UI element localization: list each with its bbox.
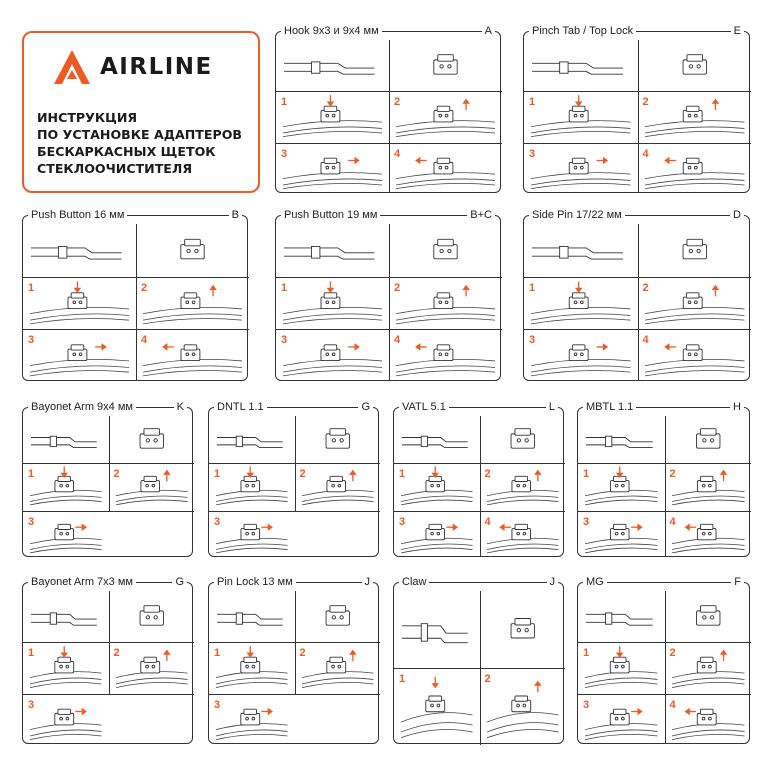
install-step-illustration [670, 466, 747, 507]
step-number: 4 [669, 698, 676, 711]
panel-code: D [730, 208, 744, 222]
adapter-icon [642, 226, 748, 275]
step-number: 2 [484, 673, 491, 685]
install-step-illustration [399, 514, 475, 555]
panel-code: G [358, 400, 373, 414]
install-step-illustration [281, 146, 384, 191]
step-number: 2 [642, 281, 649, 294]
install-step-illustration [643, 94, 747, 139]
step-number: 1 [214, 468, 221, 481]
install-step-illustration [281, 280, 384, 327]
panel-code: J [547, 575, 559, 589]
column-divider [295, 416, 296, 511]
install-step-illustration [485, 466, 561, 507]
install-step-illustration [114, 645, 190, 690]
adapter-icon [669, 418, 748, 461]
step-number: 3 [583, 515, 590, 528]
step-number: 3 [281, 147, 288, 160]
adapter-panel [577, 401, 750, 557]
instruction-title [37, 109, 242, 177]
column-divider [480, 591, 481, 745]
install-step-illustration [529, 280, 633, 327]
install-step-illustration [28, 466, 104, 507]
wiper-arm-icon [213, 593, 291, 640]
row-divider [209, 511, 380, 512]
wiper-arm-icon [528, 226, 634, 275]
panel-title: Bayonet Arm 7х3 мм [28, 575, 136, 589]
adapter-icon [484, 418, 562, 461]
panel-code: E [731, 24, 744, 38]
install-step-illustration [394, 280, 497, 327]
wiper-arm-icon [582, 593, 661, 640]
step-number: 3 [529, 334, 536, 347]
panel-code: A [482, 24, 495, 38]
title-line: ПО УСТАНОВКЕ АДАПТЕРОВ [37, 127, 243, 142]
adapter-panel [577, 576, 750, 744]
title-line: ИНСТРУКЦИЯ [37, 110, 138, 125]
adapter-icon [484, 593, 562, 666]
wiper-arm-icon [280, 226, 385, 275]
step-number: 2 [669, 468, 676, 481]
install-step-illustration [394, 94, 497, 139]
install-step-illustration [399, 671, 475, 742]
panel-code: B [229, 208, 242, 222]
step-number: 3 [281, 334, 288, 347]
panel-title: Pinch Tab / Top Lock [529, 24, 636, 38]
step-number: 1 [529, 281, 536, 294]
panel-title: VATL 5.1 [399, 400, 449, 414]
install-step-illustration [485, 514, 561, 555]
column-divider [480, 416, 481, 557]
wiper-arm-icon [213, 418, 291, 461]
column-divider [665, 416, 666, 557]
step-number: 3 [214, 515, 221, 528]
panel-title: Bayonet Arm 9х4 мм [28, 400, 136, 414]
adapter-panel [22, 576, 193, 744]
install-step-illustration [583, 514, 660, 555]
adapter-panel [22, 401, 193, 557]
panel-title: Claw [399, 575, 429, 589]
install-step-illustration [394, 146, 497, 191]
step-number: 4 [394, 147, 401, 160]
step-number: 4 [394, 334, 401, 347]
install-step-illustration [670, 645, 747, 690]
step-number: 1 [399, 468, 406, 481]
adapter-panel [393, 401, 564, 557]
column-divider [389, 224, 390, 381]
install-step-illustration [214, 514, 290, 555]
adapter-panel [208, 576, 379, 744]
adapter-panel [22, 209, 248, 381]
install-step-illustration [529, 332, 633, 379]
install-step-illustration [394, 332, 497, 379]
adapter-icon [140, 226, 245, 275]
panel-title: MBTL 1.1 [583, 400, 636, 414]
step-number: 4 [141, 334, 148, 347]
install-step-illustration [28, 697, 104, 742]
install-step-illustration [399, 466, 475, 507]
step-number: 1 [281, 96, 288, 109]
step-number: 2 [113, 647, 120, 660]
adapter-panel [275, 209, 501, 381]
step-number: 4 [484, 515, 491, 528]
step-number: 2 [141, 281, 148, 294]
install-step-illustration [214, 697, 290, 742]
step-number: 2 [113, 468, 120, 481]
install-step-illustration [281, 332, 384, 379]
row-divider [23, 511, 194, 512]
panel-code: K [174, 400, 187, 414]
install-step-illustration [300, 645, 376, 690]
adapter-icon [299, 418, 377, 461]
column-divider [389, 40, 390, 193]
install-step-illustration [670, 697, 747, 742]
wiper-arm-icon [280, 42, 385, 89]
panel-code: G [172, 575, 187, 589]
panel-code: J [362, 575, 374, 589]
column-divider [109, 591, 110, 694]
step-number: 2 [299, 647, 306, 660]
install-step-illustration [583, 466, 660, 507]
adapter-panel [523, 25, 750, 193]
adapter-panel [208, 401, 379, 557]
step-number: 1 [214, 647, 221, 660]
column-divider [136, 224, 137, 381]
panel-code: H [730, 400, 744, 414]
install-step-illustration [300, 466, 376, 507]
row-divider [23, 694, 194, 695]
step-number: 1 [28, 468, 35, 481]
adapter-icon [299, 593, 377, 640]
column-divider [665, 591, 666, 744]
adapter-icon [669, 593, 748, 640]
install-step-illustration [583, 697, 660, 742]
adapter-icon [393, 226, 498, 275]
adapter-icon [113, 593, 191, 640]
panel-code: F [731, 575, 744, 589]
step-number: 3 [583, 698, 590, 711]
panel-code: B+C [467, 208, 495, 222]
adapter-panel [275, 25, 501, 193]
wiper-arm-icon [27, 226, 132, 275]
airline-a-logo-icon [52, 49, 92, 85]
panel-title: Side Pin 17/22 мм [529, 208, 625, 222]
wiper-arm-icon [528, 42, 634, 89]
panel-title: Hook 9х3 и 9х4 мм [281, 24, 382, 38]
wiper-arm-icon [582, 418, 661, 461]
step-number: 1 [529, 96, 536, 109]
row-divider [209, 694, 380, 695]
column-divider [109, 416, 110, 511]
column-divider [638, 224, 639, 381]
column-divider [638, 40, 639, 193]
wiper-arm-icon [27, 593, 105, 640]
step-number: 3 [28, 515, 35, 528]
step-number: 4 [669, 515, 676, 528]
step-number: 2 [669, 647, 676, 660]
panel-title: Push Button 16 мм [28, 208, 127, 222]
step-number: 1 [281, 281, 288, 294]
install-step-illustration [583, 645, 660, 690]
wiper-arm-icon [398, 418, 476, 461]
step-number: 1 [583, 647, 590, 660]
step-number: 2 [299, 468, 306, 481]
adapter-icon [393, 42, 498, 89]
panel-title: Pin Lock 13 мм [214, 575, 296, 589]
panel-title: Push Button 19 мм [281, 208, 380, 222]
install-step-illustration [281, 94, 384, 139]
install-step-illustration [529, 94, 633, 139]
install-step-illustration [643, 332, 747, 379]
step-number: 1 [399, 673, 406, 685]
step-number: 4 [642, 147, 649, 160]
brand-box [22, 31, 260, 193]
install-step-illustration [28, 332, 131, 379]
wiper-arm-icon [398, 593, 476, 666]
step-number: 4 [642, 334, 649, 347]
brand-name: AIRLINE [100, 54, 213, 80]
step-number: 3 [28, 698, 35, 711]
step-number: 3 [399, 515, 406, 528]
column-divider [295, 591, 296, 694]
title-line: СТЕКЛООЧИСТИТЕЛЯ [37, 161, 193, 176]
install-step-illustration [28, 645, 104, 690]
install-step-illustration [643, 146, 747, 191]
adapter-icon [113, 418, 191, 461]
step-number: 1 [583, 468, 590, 481]
install-step-illustration [214, 466, 290, 507]
step-number: 3 [28, 334, 35, 347]
step-number: 2 [484, 468, 491, 481]
step-number: 2 [394, 281, 401, 294]
panel-title: MG [583, 575, 607, 589]
title-line: БЕСКАРКАСНЫХ ЩЕТОК [37, 144, 216, 159]
install-step-illustration [529, 146, 633, 191]
step-number: 2 [394, 96, 401, 109]
install-step-illustration [114, 466, 190, 507]
step-number: 3 [529, 147, 536, 160]
install-step-illustration [214, 645, 290, 690]
adapter-panel [523, 209, 750, 381]
wiper-arm-icon [27, 418, 105, 461]
step-number: 3 [214, 698, 221, 711]
panel-title: DNTL 1.1 [214, 400, 267, 414]
install-step-illustration [141, 280, 244, 327]
adapter-panel [393, 576, 564, 744]
install-step-illustration [28, 514, 104, 555]
adapter-icon [642, 42, 748, 89]
brand-logo [52, 49, 213, 85]
install-step-illustration [643, 280, 747, 327]
install-step-illustration [485, 671, 561, 742]
install-step-illustration [141, 332, 244, 379]
step-number: 1 [28, 281, 35, 294]
step-number: 1 [28, 647, 35, 660]
panel-code: L [546, 400, 558, 414]
install-step-illustration [670, 514, 747, 555]
step-number: 2 [642, 96, 649, 109]
install-step-illustration [28, 280, 131, 327]
